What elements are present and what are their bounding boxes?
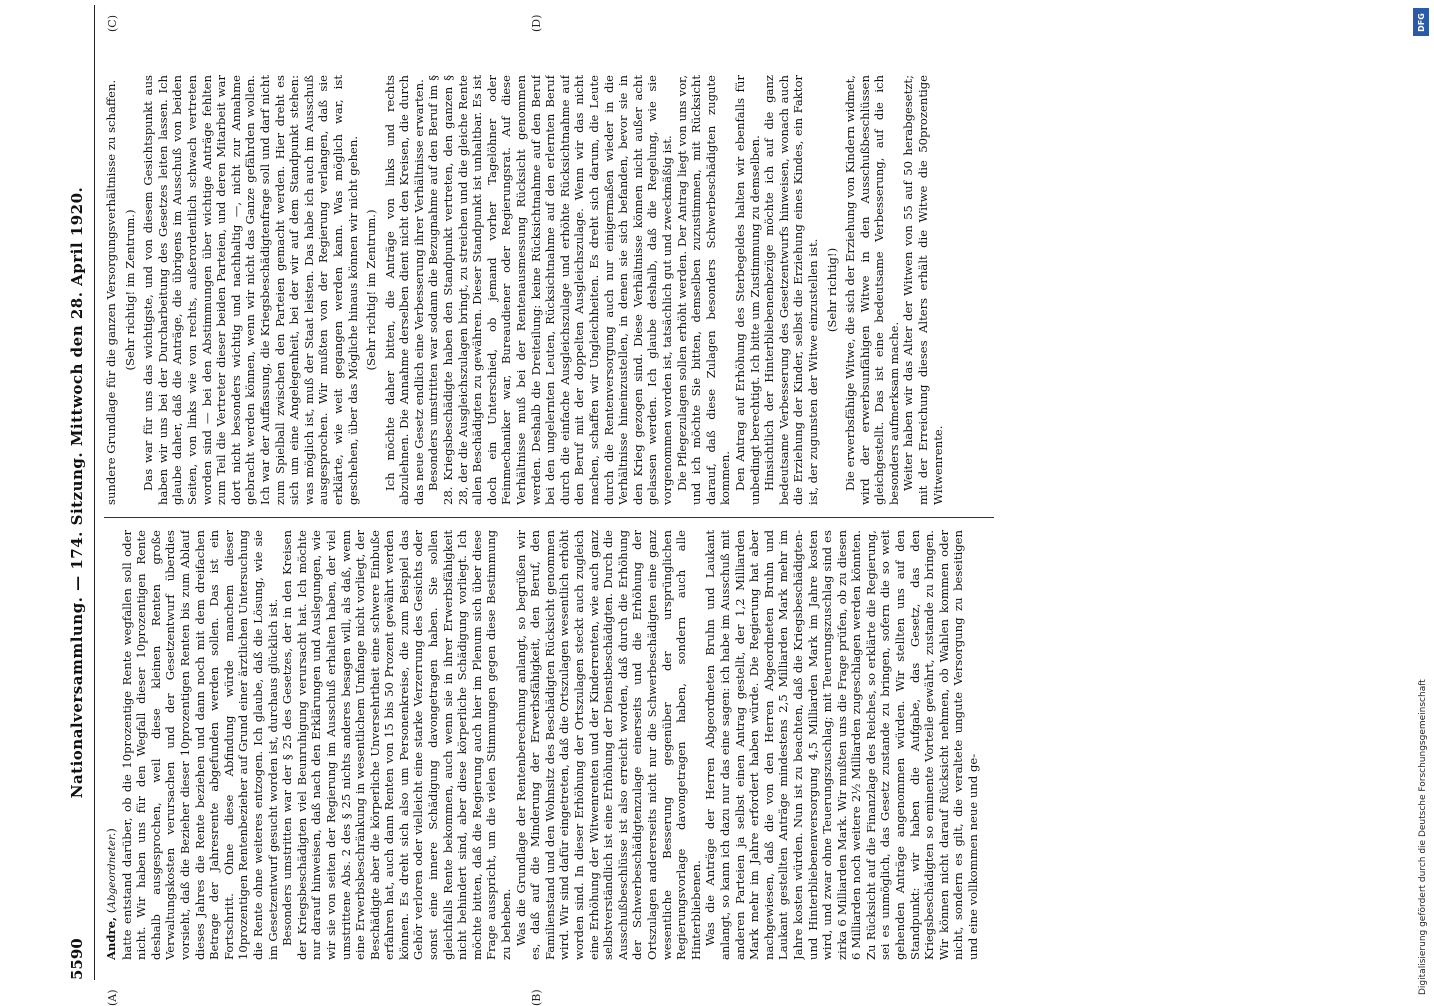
dfg-logo-text: DFG — [1416, 12, 1426, 32]
paragraph: sundere Grundlage für die ganzen Versorgungsverhältnisse zu schaffen. — [104, 79, 118, 505]
paragraph: Die Pflegezulagen sollen erhöht werden. Der Antrag liegt von uns vor, und ich möchte Sie bitten, demselben zuzustimmen, mit Rücksicht darauf, daß diese Zulagen besonders Schwerbeschädigten zugute kommen. — [674, 75, 733, 505]
paragraph: Was die Anträge der Herren Abgeordneten Bruhn und Laukant anlangt, so kann ich dazu nur das eine sagen: ich habe im Ausschuß mit anderen Parteien ja selbst einen Antrag gestellt, der 1,2 Milliarden Mark mehr im Jahre erfordert haben würde. Die Regierung hat aber nachgewiesen, daß die von den Herren Abgeordneten Bruhn und Laukant gestellten Anträge mindestens 2,5 Milliarden Mark mehr im Jahre kosten würden. Nun ist zu beachten, daß die Kriegsbeschädigten- und Hinterbliebenenversorgung 4,5 Milliarden Mark im Jahre kosten wird, und zwar ohne Teuerungszuschlag; mit Teuerungszuschlag sind es zirka 6 Milliarden Mark. Wir mußten uns die Frage prüfen, ob zu diesen 6 Milliarden noch weitere 2½ Milliarden zugeschlagen werden könnten. Zu Rücksicht auf die Finanzlage des Reiches, so erklärte die Regierung, sei es unmöglich, das Gesetz zustande zu bringen, sofern die so weit gehenden Anträge angenommen würden. Wir stellten uns auf den Standpunkt: wir haben die Aufgabe, das Gesetz, das den Kriegsbeschädigten so eminente Vorteile gewährt, zustande zu bringen. Wir können nicht darauf Rücksicht nehmen, ob Wahlen kommen oder nicht, sondern es gilt, die veraltete ungute Versorgung zu beseitigen und eine vollkommen neue und ge- — [703, 530, 981, 960]
running-title: Nationalversammlung. — 174. Sitzung. Mittwoch den 28. April 1920. — [68, 186, 86, 799]
right-column — [104, 75, 1004, 505]
paragraph: Besonders umstritten war sodann die Bezugnahme auf den Beruf im § 28. Kriegsbeschädigte haben den Standpunkt vertreten, den ganzen § 28, der die Ausgleichszulagen bringt, zu streichen und die gleiche Rente allen Beschädigten zu gewähren. Dieser Standpunkt ist unhaltbar. Es ist doch ein Unterschied, ob jemand vorher Tagelöhner oder Feinmechaniker war, Bureaudiener oder Regierungsrat. Auf diese Verhältnisse muß bei der Rentenausmessung Rücksicht genommen werden. Deshalb die Dreiteilung: keine Rücksichtnahme auf den Beruf bei den ungelernten Leuten, Rücksichtnahme auf den erlernten Beruf durch die einfache Ausgleichszulage und erhöhte Rücksichtnahme auf den Beruf mit der doppelten Ausgleichszulage. Wenn wir das nicht machen, schaffen wir Ungleichheiten. Es dreht sich darum, die Leute durch die Rentenversorgung auch nur einigermaßen wieder in die Verhältnisse hineinzustellen, in denen sie sich befanden, bevor sie in den Krieg gezogen sind. Diese Verhältnisse können nicht außer acht gelassen werden. Ich glaube deshalb, daß die Regelung, wie sie vorgenommen worden ist, tatsächlich gut und zweckmäßig ist. — [426, 75, 674, 505]
digitization-credit: Digitalisierung gefördert durch die Deutsche Forschungsgemeinschaft — [1418, 679, 1428, 995]
header-rule — [94, 5, 95, 980]
paragraph: Die erwerbsfähige Witwe, die sich der Erziehung von Kindern widmet, wird der erwerbsunfähigen Witwe in den Ausschußbeschlüssen gleichgestellt. Das ist eine bedeutsame Verbesserung, auf die ich besonders aufmerksam mache. — [843, 75, 901, 505]
page-number: 5590 — [68, 938, 86, 980]
speaker-name: Andre, — [104, 916, 118, 960]
paragraph: Besonders umstritten war der § 25 des Gesetzes, der in den Kreisen der Kriegsbeschädigten viel Beunruhigung verursacht hat. Ich möchte nur darauf hinweisen, daß nach den Erklärungen und Auslegungen, wie wir sie von seiten der Regierung im Ausschuß erhalten haben, der viel umstrittene Abs. 2 des § 25 nichts anderes besagen will, als daß, wenn eine Erwerbsbeschränkung in wesentlichem Umfange nicht vorliegt, der Beschädigte aber die körperliche Unversehrtheit eine schwere Einbuße erfahren hat, auch dann Renten von 15 bis 50 Prozent gewährt werden können. Es dreht sich also um Personenkreise, die zum Beispiel das Gehör verloren oder vielleicht eine starke Verzerrung des Gesichts oder sonst eine innere Schädigung davongetragen haben. Sie sollen gleichfalls Rente bekommen, auch wenn sie in ihrer Erwerbsfähigkeit nicht behindert sind, aber diese körperliche Schädigung vorliegt. Ich möchte bitten, daß die Regierung auch hier im Plenum sich über diese Frage ausspricht, um die vielen Stimmungen gegen diese Bestimmung zu beheben. — [280, 530, 514, 960]
paragraph: Den Antrag auf Erhöhung des Sterbegeldes halten wir ebenfalls für unbedingt berechtigt. Ich bitte um Zustimmung zu demselben. — [732, 75, 762, 505]
margin-label-b: (B) — [530, 989, 543, 1006]
document-page — [60, 5, 1400, 1006]
column-divider — [104, 517, 994, 518]
interjection: (Sehr richtig! im Zentrum.) — [122, 209, 137, 371]
margin-label-c: (C) — [106, 15, 119, 32]
speaker-line: Andre, (Abgeordneter.) — [104, 828, 118, 960]
paragraph: Hinsichtlich der Hinterbliebenenbezüge möchte ich auf die ganz bedeutsame Verbesserung des Gesetzentwurfs hinweisen, wonach auch die Erziehung der Kinder, selbst die Erziehung eines Kindes, ein Faktor ist, der zugunsten der Witwe einzustellen ist. — [762, 75, 820, 505]
paragraph: Das war für uns das wichtigste, und von diesem Gesichtspunkt aus haben wir uns bei der Durcharbeitung des Gesetzes leiten lassen. Ich glaube daher, daß die Anträge, die übrigens im Ausschuß von beiden Seiten, von links wie von rechts, außerordentlich schwach vertreten worden sind — bei den Abstimmungen über wichtige Anträge fehlten zum Teil die Vertreter dieser beiden Parteien, und deren Mitarbeit war dort nicht besonders wichtig und nachhaltig —, nicht zur Annahme gebracht werden können, wenn wir nicht das Ganze gefährden wollen. Ich war der Auffassung, die Kriegsbeschädigtenfrage soll und darf nicht zum Spielball zwischen den Parteien gemacht werden. Hier dreht es sich um eine Angelegenheit, bei der wir auf dem Standpunkt stehen: was möglich ist, muß der Staat leisten. Das habe ich auch im Ausschuß ausgesprochen. Wir mußten von der Regierung verlangen, daß sie erklärte, wie weit gegangen werden kann. Was möglich war, ist geschehen, über das Mögliche hinaus können wir nicht gehen. — [141, 75, 360, 505]
speaker-role: Abgeordneter. — [106, 832, 118, 909]
paragraph: hatte entstand darüber, ob die 10prozentige Rente wegfallen soll oder nicht. Wir haben uns für den Wegfall dieser 10prozentigen Rente deshalb ausgesprochen, weil diese kleinen Renten große Verwaltungskosten verursachen und der Gesetzentwurf überdies vorsieht, daß die Bezieher dieser 10prozentigen Renten bis zum Ablauf dieses Jahres die Rente beziehen und dann noch mit dem dreifachen Betrage der Jahresrente abgefunden werden sollen. Das ist ein Fortschritt. Ohne diese Abfindung würde manchem dieser 10prozentigen Rentenbezieher auf Grund einer ärztlichen Untersuchung die Rente ohne weiteres entzogen. Ich glaube, daß die Lösung, wie sie im Gesetzentwurf gesucht worden ist, durchaus glücklich ist. — [119, 530, 280, 960]
paragraph: Was die Grundlage der Rentenberechnung anlangt, so begrüßen wir es, daß auf die Minderung der Erwerbsfähigkeit, den Beruf, den Familienstand und den Wohnsitz des Beschädigten Rücksicht genommen wird. Wir sind dafür eingetreten, daß die Ortszulagen wesentlich erhöht worden sind. In dieser Erhöhung der Ortszulagen steckt auch zugleich eine Erhöhung der Witwenrenten und der Kinderrenten, wie auch ganz selbstverständlich ist eine Erhöhung der Dienstbeschädigten. Durch die Ausschußbeschlüsse ist also erreicht worden, daß durch die Erhöhung der Schwerbeschädigtenzulage einerseits und die Erhöhung der Ortszulagen andererseits nicht nur die Schwerbeschädigten eine ganz wesentliche Besserung gegenüber der ursprünglichen Regierungsvorlage davongetragen haben, sondern auch alle Hinterbliebenen. — [513, 530, 703, 960]
interjection: (Sehr richtig!) — [824, 247, 839, 333]
left-column — [104, 530, 1004, 960]
dfg-logo — [1413, 8, 1429, 36]
paragraph: Weiter haben wir das Alter der Witwen von 55 auf 50 herabgesetzt; mit der Erreichung dieses Alters erhält die Witwe die 50prozentige Witwenrente. — [901, 75, 945, 505]
page-header — [68, 5, 94, 980]
margin-label-d: (D) — [530, 14, 543, 32]
interjection: (Sehr richtig! im Zentrum.) — [364, 209, 379, 371]
margin-label-a: (A) — [106, 989, 119, 1006]
paragraph: Ich möchte daher bitten, die Anträge von links und rechts abzulehnen. Die Annahme derselben dient nicht den Kreisen, die durch das neue Gesetz endlich eine Verbesserung ihrer Verhältnisse erwarten. — [382, 75, 426, 505]
